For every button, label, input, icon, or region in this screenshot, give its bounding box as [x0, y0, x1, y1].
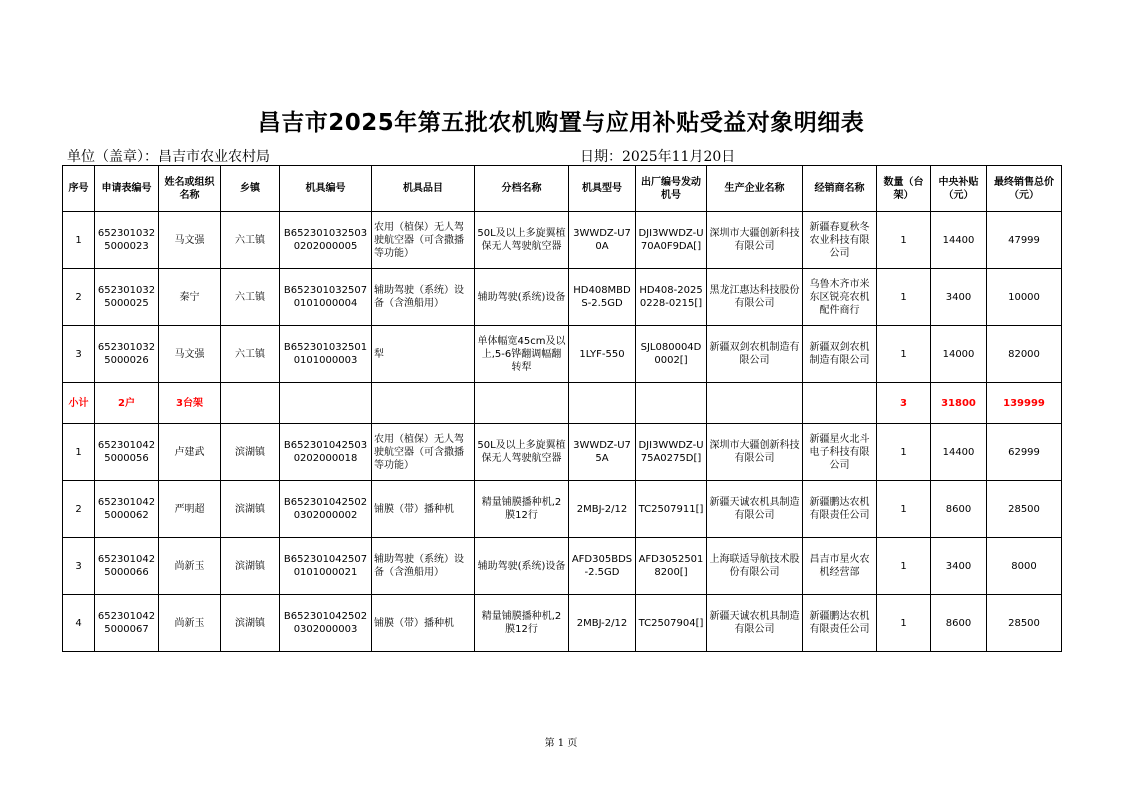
table-cell: 秦宁: [159, 269, 221, 326]
table-cell: 47999: [987, 212, 1062, 269]
table-cell: 1: [877, 326, 931, 383]
subsidy-table: [62, 165, 1062, 652]
table-row: [63, 538, 1062, 595]
table-cell: 1: [877, 424, 931, 481]
table-cell: 滨湖镇: [221, 538, 280, 595]
table-row: [63, 326, 1062, 383]
table-cell: TC2507904[]: [636, 595, 707, 652]
header-cell: 出厂编号发动机号: [636, 166, 707, 212]
table-cell: 3: [63, 326, 95, 383]
table-cell: 1: [63, 212, 95, 269]
table-cell: AFD30525018200[]: [636, 538, 707, 595]
table-cell: 14400: [931, 424, 987, 481]
table-cell: 上海联适导航技术股份有限公司: [707, 538, 803, 595]
page-title: 昌吉市2025年第五批农机购置与应用补贴受益对象明细表: [257, 110, 865, 136]
unit-label: 单位（盖章）：昌吉市农业农村局: [67, 149, 270, 165]
table-cell: 50L及以上多旋翼植保无人驾驶航空器: [475, 212, 569, 269]
table-cell: 31800: [931, 383, 987, 424]
table-cell: DJI3WWDZ-U70A0F9DA[]: [636, 212, 707, 269]
table-cell: 1: [877, 212, 931, 269]
table-cell: [280, 383, 372, 424]
table-cell: 小计: [63, 383, 95, 424]
table-cell: [221, 383, 280, 424]
table-cell: 六工镇: [221, 269, 280, 326]
table-cell: [372, 383, 475, 424]
table-cell: 3WWDZ-U70A: [569, 212, 636, 269]
table-cell: B6523010425020302000003: [280, 595, 372, 652]
header-cell: 数量（台架）: [877, 166, 931, 212]
table-cell: 黑龙江惠达科技股份有限公司: [707, 269, 803, 326]
table-cell: 新疆天诚农机具制造有限公司: [707, 595, 803, 652]
table-cell: 3: [877, 383, 931, 424]
table-cell: 6523010325000025: [95, 269, 159, 326]
header-cell: 机具编号: [280, 166, 372, 212]
table-cell: HD408MBDS-2.5GD: [569, 269, 636, 326]
table-cell: 新疆春夏秋冬农业科技有限公司: [803, 212, 877, 269]
header-cell: 乡镇: [221, 166, 280, 212]
table-cell: 新疆双剑农机制造有限公司: [707, 326, 803, 383]
table-cell: 6523010425000066: [95, 538, 159, 595]
header-cell: 姓名或组织名称: [159, 166, 221, 212]
table-cell: 精量铺膜播种机,2膜12行: [475, 595, 569, 652]
table-row: [63, 481, 1062, 538]
table-cell: 1: [63, 424, 95, 481]
table-cell: 6523010425000067: [95, 595, 159, 652]
table-cell: 2户: [95, 383, 159, 424]
table-cell: [569, 383, 636, 424]
table-cell: 2MBJ-2/12: [569, 595, 636, 652]
table-cell: 82000: [987, 326, 1062, 383]
header-cell: 机具品目: [372, 166, 475, 212]
table-cell: 1: [877, 595, 931, 652]
table-cell: HD408-20250228-0215[]: [636, 269, 707, 326]
table-cell: 卢建武: [159, 424, 221, 481]
table-cell: 深圳市大疆创新科技有限公司: [707, 212, 803, 269]
table-cell: 六工镇: [221, 212, 280, 269]
table-cell: 农用（植保）无人驾驶航空器（可含撒播等功能）: [372, 424, 475, 481]
table-cell: 新疆天诚农机具制造有限公司: [707, 481, 803, 538]
table-cell: B6523010425070101000021: [280, 538, 372, 595]
table-cell: 2: [63, 269, 95, 326]
table-cell: 马文强: [159, 326, 221, 383]
table-cell: TC2507911[]: [636, 481, 707, 538]
table-cell: [803, 383, 877, 424]
header-cell: 生产企业名称: [707, 166, 803, 212]
subtotal-row: [63, 383, 1062, 424]
table-cell: 滨湖镇: [221, 595, 280, 652]
table-cell: 2: [63, 481, 95, 538]
table-cell: 6523010325000023: [95, 212, 159, 269]
table-cell: 辅助驾驶（系统）设备（含渔船用）: [372, 538, 475, 595]
table-cell: 14400: [931, 212, 987, 269]
table-cell: 精量铺膜播种机,2膜12行: [475, 481, 569, 538]
header-cell: 最终销售总价（元）: [987, 166, 1062, 212]
table-cell: 6523010425000056: [95, 424, 159, 481]
table-cell: 新疆鹏达农机有限责任公司: [803, 481, 877, 538]
table-cell: 6523010325000026: [95, 326, 159, 383]
table-cell: 4: [63, 595, 95, 652]
table-cell: 铺膜（带）播种机: [372, 595, 475, 652]
table-cell: 10000: [987, 269, 1062, 326]
header-cell: 申请表编号: [95, 166, 159, 212]
table-cell: 3400: [931, 538, 987, 595]
header-cell: 机具型号: [569, 166, 636, 212]
table-row: [63, 595, 1062, 652]
table-cell: B6523010325010101000003: [280, 326, 372, 383]
table-cell: 139999: [987, 383, 1062, 424]
table-cell: B6523010325030202000005: [280, 212, 372, 269]
date-label: 日期：2025年11月20日: [580, 149, 736, 165]
table-row: [63, 269, 1062, 326]
table-cell: 新疆鹏达农机有限责任公司: [803, 595, 877, 652]
table-row: [63, 212, 1062, 269]
table-cell: 3台架: [159, 383, 221, 424]
table-cell: 1: [877, 538, 931, 595]
table-cell: 28500: [987, 595, 1062, 652]
table-row: [63, 424, 1062, 481]
table-cell: 2MBJ-2/12: [569, 481, 636, 538]
table-cell: 农用（植保）无人驾驶航空器（可含撒播等功能）: [372, 212, 475, 269]
table-cell: 滨湖镇: [221, 481, 280, 538]
table-cell: 8600: [931, 481, 987, 538]
table-cell: 3WWDZ-U75A: [569, 424, 636, 481]
header-cell: 序号: [63, 166, 95, 212]
table-cell: SJL080004D0002[]: [636, 326, 707, 383]
header-cell: 经销商名称: [803, 166, 877, 212]
table-cell: 62999: [987, 424, 1062, 481]
table-cell: 1: [877, 481, 931, 538]
table-cell: 单体幅宽45cm及以上,5-6铧翻调幅翻转犁: [475, 326, 569, 383]
table-cell: 滨湖镇: [221, 424, 280, 481]
table-cell: 8000: [987, 538, 1062, 595]
table-cell: 铺膜（带）播种机: [372, 481, 475, 538]
table-cell: 6523010425000062: [95, 481, 159, 538]
table-cell: B6523010325070101000004: [280, 269, 372, 326]
table-cell: 乌鲁木齐市米东区锐亮农机配件商行: [803, 269, 877, 326]
table-cell: AFD305BDS-2.5GD: [569, 538, 636, 595]
table-cell: B6523010425030202000018: [280, 424, 372, 481]
table-cell: 3400: [931, 269, 987, 326]
table-cell: 六工镇: [221, 326, 280, 383]
table-cell: 50L及以上多旋翼植保无人驾驶航空器: [475, 424, 569, 481]
header-cell: 分档名称: [475, 166, 569, 212]
header-cell: 中央补贴（元）: [931, 166, 987, 212]
table-cell: 14000: [931, 326, 987, 383]
table-cell: [636, 383, 707, 424]
table-cell: 28500: [987, 481, 1062, 538]
table-cell: 3: [63, 538, 95, 595]
table-cell: B6523010425020302000002: [280, 481, 372, 538]
table-cell: 辅助驾驶（系统）设备（含渔船用）: [372, 269, 475, 326]
table-body: [63, 212, 1062, 652]
page-number: 第 1 页: [544, 738, 578, 749]
table-cell: [475, 383, 569, 424]
table-cell: 新疆星火北斗电子科技有限公司: [803, 424, 877, 481]
table-cell: 8600: [931, 595, 987, 652]
table-cell: 尚新玉: [159, 538, 221, 595]
header-row: [63, 166, 1062, 212]
table-cell: 1LYF-550: [569, 326, 636, 383]
table-cell: DJI3WWDZ-U75A0275D[]: [636, 424, 707, 481]
table-cell: 1: [877, 269, 931, 326]
table-cell: 深圳市大疆创新科技有限公司: [707, 424, 803, 481]
table-cell: 昌吉市星火农机经营部: [803, 538, 877, 595]
table-cell: 尚新玉: [159, 595, 221, 652]
table-cell: [707, 383, 803, 424]
table-cell: 辅助驾驶(系统)设备: [475, 538, 569, 595]
table-cell: 辅助驾驶(系统)设备: [475, 269, 569, 326]
table-cell: 严明超: [159, 481, 221, 538]
table-cell: 犁: [372, 326, 475, 383]
table-cell: 马文强: [159, 212, 221, 269]
table-cell: 新疆双剑农机制造有限公司: [803, 326, 877, 383]
